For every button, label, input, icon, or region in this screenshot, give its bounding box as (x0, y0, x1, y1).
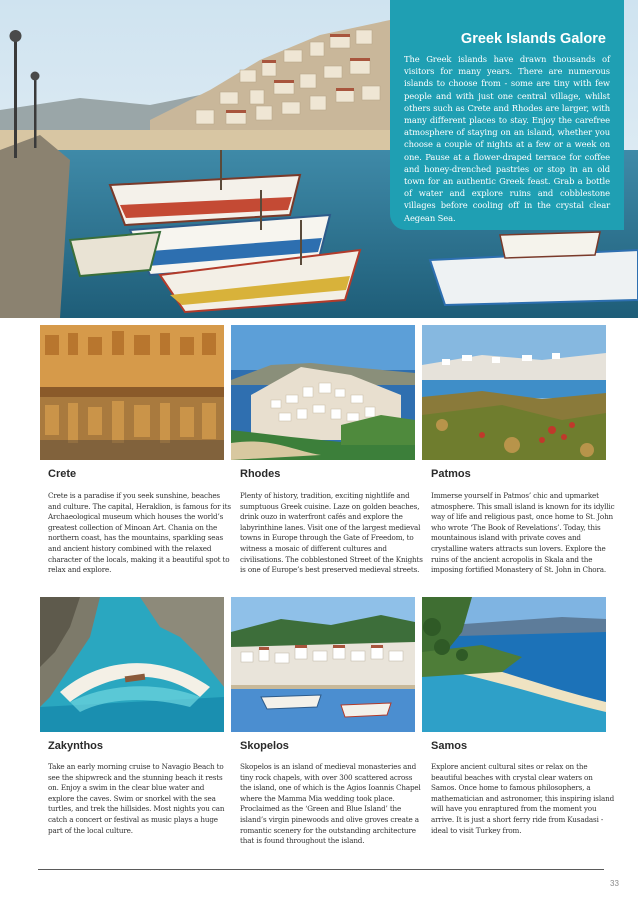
samos-title: Samos (431, 740, 468, 752)
patmos-photo (422, 325, 606, 460)
patmos-description: Immerse yourself in Patmos’ chic and upmarket atmosphere. This small island is known for its idyllic way of life and religious past, once home to St. John who wrote ‘The Book of Revelations’. Today, this mountainous island with private coves and crystalline waters attracts sun lovers. Explore the ruins of the ancient acropolis in Skala and the imposing fortified Monastery of St. John in Chora. (431, 491, 615, 575)
footer-divider (38, 869, 604, 870)
page-title: Greek Islands Galore (460, 31, 606, 47)
zakynthos-title: Zakynthos (48, 740, 104, 752)
rhodes-title: Rhodes (240, 468, 281, 480)
intro-panel (390, 0, 624, 230)
skopelos-photo (231, 597, 415, 732)
crete-photo (40, 325, 224, 460)
zakynthos-description: Take an early morning cruise to Navagio Beach to see the shipwreck and the stunning beach it rests on. Enjoy a swim in the clear blue water and explore the caves. Swim or snorkel with the sea turtles, and trek the hillsides. Most nights you can catch a concert or festival as music plays a huge part of the local culture. (48, 762, 225, 835)
intro-text: The Greek islands have drawn thousands of visitors for many years. There are numerous islands to choose from - some are tiny with few people and with just one central village, whilst others such as Crete and Rhodes are larger, with many different places to stay. Enjoy the carefree atmosphere of staying on an island, whether you choose a couple of nights at a few or a week on one. Pause at a flower-draped terrace for coffee and honey-drenched pastries or stop in an old town for an authentic Greek feast. Grab a bottle of water and explore ruins and cobblestone villages before cooling off in the crystal clear Aegean Sea. (404, 54, 610, 223)
rhodes-description: Plenty of history, tradition, exciting nightlife and sumptuous Greek cuisine. Laze on golden beaches, drink ouzo in waterfront cafés and explore the labyrinthine lanes. Visit one of the largest medieval towns in Europe through the Gate of Freedom, to witness a mosaic of different cultures and civilisations. The cobblestoned Street of the Knights is one of Europe’s best preserved medieval streets. (240, 491, 423, 575)
samos-description: Explore ancient cultural sites or relax on the beautiful beaches with crystal clear waters on Samos. Once home to famous philosophers, a mathematician and astronomer, this inspiring island will have you enraptured from the moment you arrive. It is just a short ferry ride from Kusadasi - ideal to visit Turkey from. (431, 762, 615, 835)
skopelos-description: Skopelos is an island of medieval monasteries and tiny rock chapels, with over 300 scattered across the island, one of which is the Agios Ioannis Chapel where the Mamma Mia wedding took place. Proclaimed as the ‘Green and Blue Island’ the island’s virgin pinewoods and olive groves create a romantic scenery for the outstanding architecture that is found throughout the island. (240, 762, 421, 846)
page-number: 33 (610, 879, 619, 888)
samos-photo (422, 597, 606, 732)
crete-description: Crete is a paradise if you seek sunshine, beaches and culture. The capital, Heraklion, is famous for its Archaeological museum which houses the world’s greatest collection of Minoan Art. Chania on the northern coast, has the mountains, sparkling seas and ancient history combined with the relaxed character of the locals, making it a beautiful spot to relax and explore. (48, 491, 231, 575)
rhodes-photo (231, 325, 415, 460)
skopelos-title: Skopelos (240, 740, 289, 752)
patmos-title: Patmos (431, 468, 471, 480)
crete-title: Crete (48, 468, 77, 480)
zakynthos-photo (40, 597, 224, 732)
